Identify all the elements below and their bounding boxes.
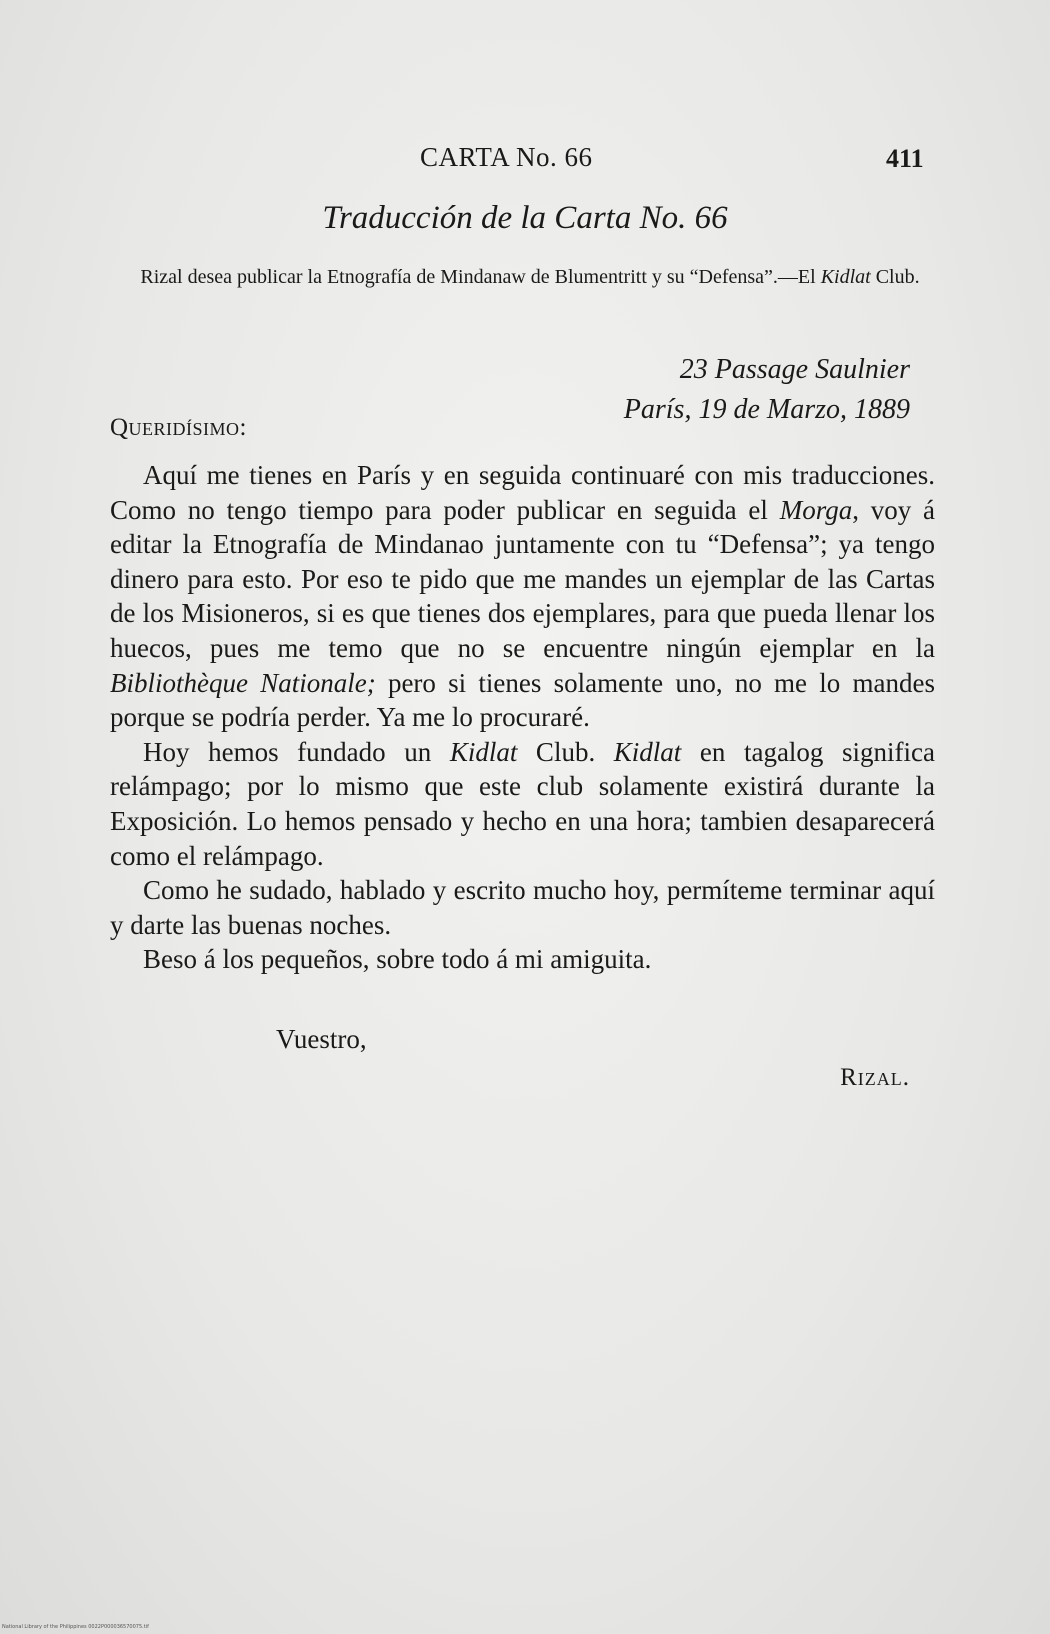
summary-italic: Kidlat [820, 266, 871, 288]
p1-morga: Morga [779, 494, 853, 525]
p2-kidlat-2: Kidlat [613, 736, 682, 767]
p1-bibliotheque: Bibliothèque Nationale; [110, 667, 376, 698]
paragraph-1 [110, 458, 935, 735]
place-date [560, 350, 910, 430]
salutation: Queridísimo: [110, 414, 247, 441]
p2-text-c: en tagalog significa relámpago; por lo mismo que este club solamente existirá durante la Exposición. Lo hemos pensado y hecho en una hora; tambien desaparecerá como el relámpago. [110, 736, 935, 871]
p1-text-c: pero si tienes solamente uno, no me lo mandes porque se podría perder. Ya me lo procuraré. [110, 667, 935, 733]
summary-text-1: Rizal desea publicar la Etnografía de Mindanaw de Blumentritt y su “Defensa”.—El [140, 266, 821, 288]
letter-place: 23 Passage Saulnier [679, 354, 910, 385]
running-head-title: CARTA No. 66 [420, 142, 593, 172]
running-head [0, 142, 1050, 182]
paragraph-2 [110, 735, 935, 873]
p2-kidlat-1: Kidlat [449, 736, 518, 767]
letter-summary [140, 262, 920, 292]
page-number: 411 [886, 144, 924, 173]
p1-text-b: , voy á editar la Etnografía de Mindanao juntamente con tu “Defensa”; ya tengo dinero para esto. Por eso te pido que me mandes un ejemplar de las Cartas de los Misioneros, si es que tienes dos ejemplares, para que pueda llenar los huecos, pues me temo que no se encuentre ningún ejemplar en la [110, 494, 936, 663]
letter-date: París, 19 de Marzo, 1889 [623, 394, 910, 425]
letter-title: Traducción de la Carta No. 66 [322, 200, 728, 236]
p2-text-a: Hoy hemos fundado un [143, 736, 450, 767]
paragraph-3: Como he sudado, hablado y escrito mucho hoy, permíteme terminar aquí y darte las buenas noches. [110, 875, 935, 940]
paragraph-4: Beso á los pequeños, sobre todo á mi amiguita. [143, 944, 652, 975]
footer-caption: National Library of the Philippines 0022P000036570075.tif [2, 1624, 149, 1630]
p1-text-a: Aquí me tienes en París y en seguida continuaré con mis traducciones. Como no tengo tiempo para poder publicar en seguida el [110, 460, 935, 525]
signature: Rizal. [840, 1064, 910, 1091]
closing: Vuestro, [276, 1024, 367, 1054]
letter-body [110, 458, 935, 977]
summary-text-2: Club. [870, 266, 920, 288]
p2-text-b: Club. [517, 736, 614, 767]
